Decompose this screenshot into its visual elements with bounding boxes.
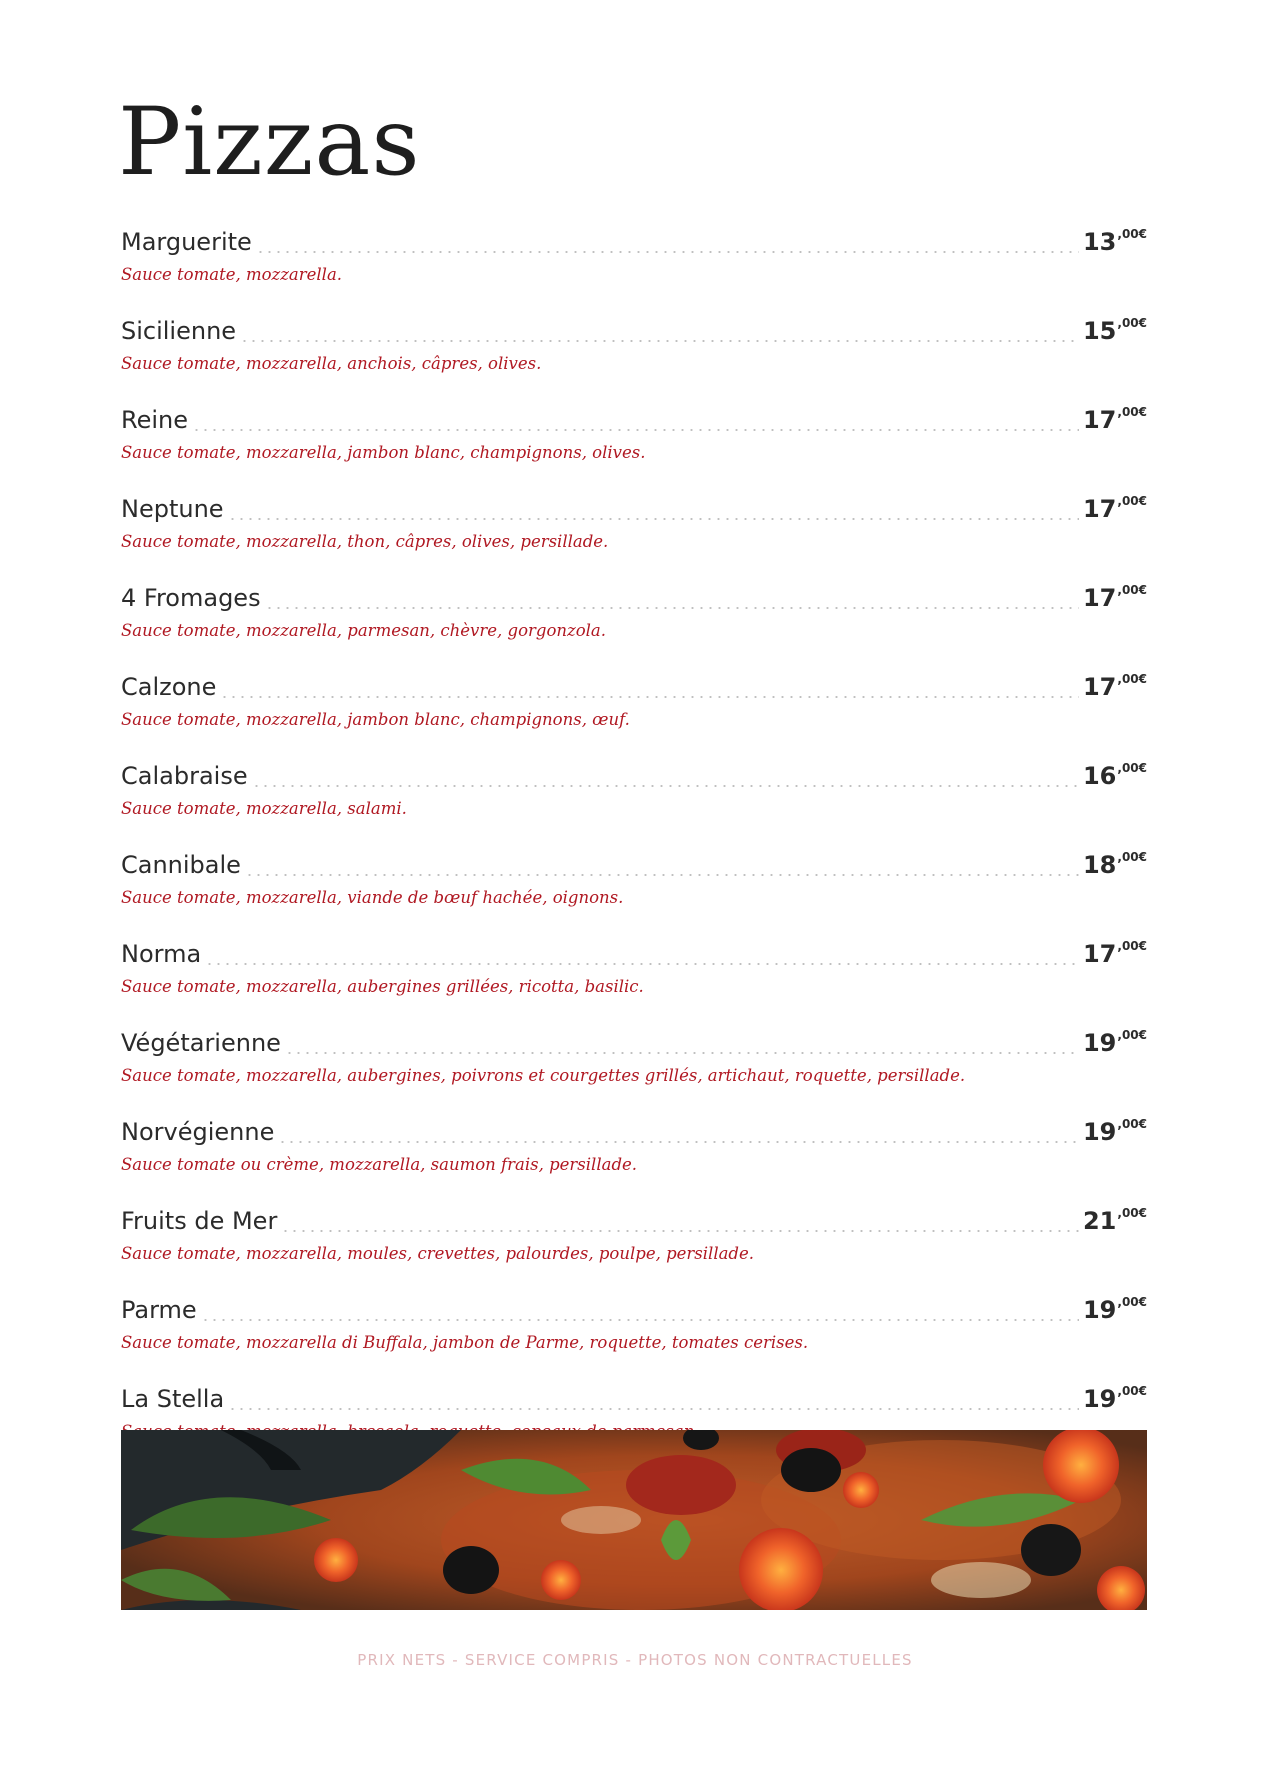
dot-leader [245, 874, 1079, 876]
price-amount: 17 [1082, 673, 1117, 701]
item-description: Sauce tomate, mozzarella, moules, crevettes, palourdes, poulpe, persillade. [121, 1244, 755, 1263]
price-amount: 16 [1082, 762, 1117, 790]
item-description: Sauce tomate, mozzarella, anchois, câpres, olives. [121, 354, 542, 373]
item-price [1083, 761, 1147, 790]
menu-item [121, 494, 1147, 551]
item-name: Neptune [121, 495, 224, 523]
dot-leader [228, 518, 1079, 520]
menu-item [121, 1295, 1147, 1352]
footer-note: PRIX NETS - SERVICE COMPRIS - PHOTOS NON CONTRACTUELLES [357, 1651, 913, 1669]
price-decimal: ,00€ [1117, 1206, 1147, 1220]
price-decimal: ,00€ [1117, 583, 1147, 597]
item-description: Sauce tomate, mozzarella, jambon blanc, champignons, œuf. [121, 710, 630, 729]
menu-item [121, 227, 1147, 284]
menu-item [121, 939, 1147, 996]
price-decimal: ,00€ [1117, 494, 1147, 508]
item-price [1083, 1028, 1147, 1057]
menu-item [121, 583, 1147, 640]
item-name: Reine [121, 406, 189, 434]
item-description: Sauce tomate ou crème, mozzarella, saumon frais, persillade. [121, 1155, 638, 1174]
item-description: Sauce tomate, mozzarella, viande de bœuf hachée, oignons. [121, 888, 624, 907]
item-name: Norvégienne [121, 1118, 275, 1146]
dot-leader [192, 429, 1079, 431]
menu-item [121, 850, 1147, 907]
item-price [1083, 672, 1147, 701]
menu-item [121, 316, 1147, 373]
item-description: Sauce tomate, mozzarella di Buffala, jambon de Parme, roquette, tomates cerises. [121, 1333, 809, 1352]
item-name: Sicilienne [121, 317, 237, 345]
menu-item [121, 1206, 1147, 1263]
item-price [1083, 1295, 1147, 1324]
price-amount: 13 [1082, 228, 1117, 256]
item-price [1083, 1384, 1147, 1413]
item-name: Fruits de Mer [121, 1207, 278, 1235]
price-amount: 17 [1082, 406, 1117, 434]
item-description: Sauce tomate, mozzarella, jambon blanc, champignons, olives. [121, 443, 646, 462]
dot-leader [201, 1319, 1079, 1321]
dot-leader [220, 696, 1079, 698]
dot-leader [240, 340, 1079, 342]
item-price [1083, 405, 1147, 434]
item-description: Sauce tomate, mozzarella, thon, câpres, olives, persillade. [121, 532, 609, 551]
item-description: Sauce tomate, mozzarella, aubergines grillées, ricotta, basilic. [121, 977, 644, 996]
item-name: Calabraise [121, 762, 248, 790]
dot-leader [281, 1230, 1079, 1232]
dot-leader [285, 1052, 1079, 1054]
item-price [1083, 850, 1147, 879]
price-amount: 21 [1082, 1207, 1117, 1235]
price-decimal: ,00€ [1117, 939, 1147, 953]
price-decimal: ,00€ [1117, 850, 1147, 864]
price-decimal: ,00€ [1117, 1117, 1147, 1131]
item-description: Sauce tomate, mozzarella, salami. [121, 799, 407, 818]
price-amount: 17 [1082, 940, 1117, 968]
item-description: Sauce tomate, mozzarella, aubergines, poivrons et courgettes grillés, artichaut, roquette, persillade. [121, 1066, 966, 1085]
price-amount: 17 [1082, 495, 1117, 523]
pizza-list [121, 227, 1147, 1593]
price-amount: 15 [1082, 317, 1117, 345]
price-decimal: ,00€ [1117, 1384, 1147, 1398]
item-name: 4 Fromages [121, 584, 261, 612]
price-decimal: ,00€ [1117, 227, 1147, 241]
price-amount: 18 [1082, 851, 1117, 879]
dot-leader [228, 1408, 1079, 1410]
item-price [1083, 227, 1147, 256]
item-price [1083, 583, 1147, 612]
item-price [1083, 1206, 1147, 1235]
item-price [1083, 1117, 1147, 1146]
item-name: Végétarienne [121, 1029, 281, 1057]
menu-item [121, 1117, 1147, 1174]
price-amount: 19 [1082, 1029, 1117, 1057]
price-amount: 19 [1082, 1385, 1117, 1413]
item-name: Marguerite [121, 228, 252, 256]
price-decimal: ,00€ [1117, 316, 1147, 330]
dot-leader [205, 963, 1079, 965]
price-decimal: ,00€ [1117, 761, 1147, 775]
price-amount: 19 [1082, 1118, 1117, 1146]
item-price [1083, 494, 1147, 523]
price-decimal: ,00€ [1117, 1295, 1147, 1309]
pizza-photo [121, 1430, 1147, 1610]
pizza-illustration [121, 1430, 1147, 1610]
item-price [1083, 316, 1147, 345]
price-amount: 17 [1082, 584, 1117, 612]
dot-leader [256, 251, 1079, 253]
item-name: Norma [121, 940, 202, 968]
menu-item [121, 405, 1147, 462]
item-price [1083, 939, 1147, 968]
item-description: Sauce tomate, mozzarella. [121, 265, 343, 284]
page-title: Pizzas [118, 88, 421, 197]
price-decimal: ,00€ [1117, 1028, 1147, 1042]
dot-leader [278, 1141, 1079, 1143]
menu-item [121, 761, 1147, 818]
item-name: Cannibale [121, 851, 241, 879]
dot-leader [265, 607, 1079, 609]
item-description: Sauce tomate, mozzarella, parmesan, chèvre, gorgonzola. [121, 621, 606, 640]
item-name: Calzone [121, 673, 217, 701]
price-decimal: ,00€ [1117, 672, 1147, 686]
price-decimal: ,00€ [1117, 405, 1147, 419]
menu-item [121, 1028, 1147, 1085]
price-amount: 19 [1082, 1296, 1117, 1324]
item-name: Parme [121, 1296, 197, 1324]
item-name: La Stella [121, 1385, 225, 1413]
dot-leader [252, 785, 1079, 787]
menu-item [121, 672, 1147, 729]
